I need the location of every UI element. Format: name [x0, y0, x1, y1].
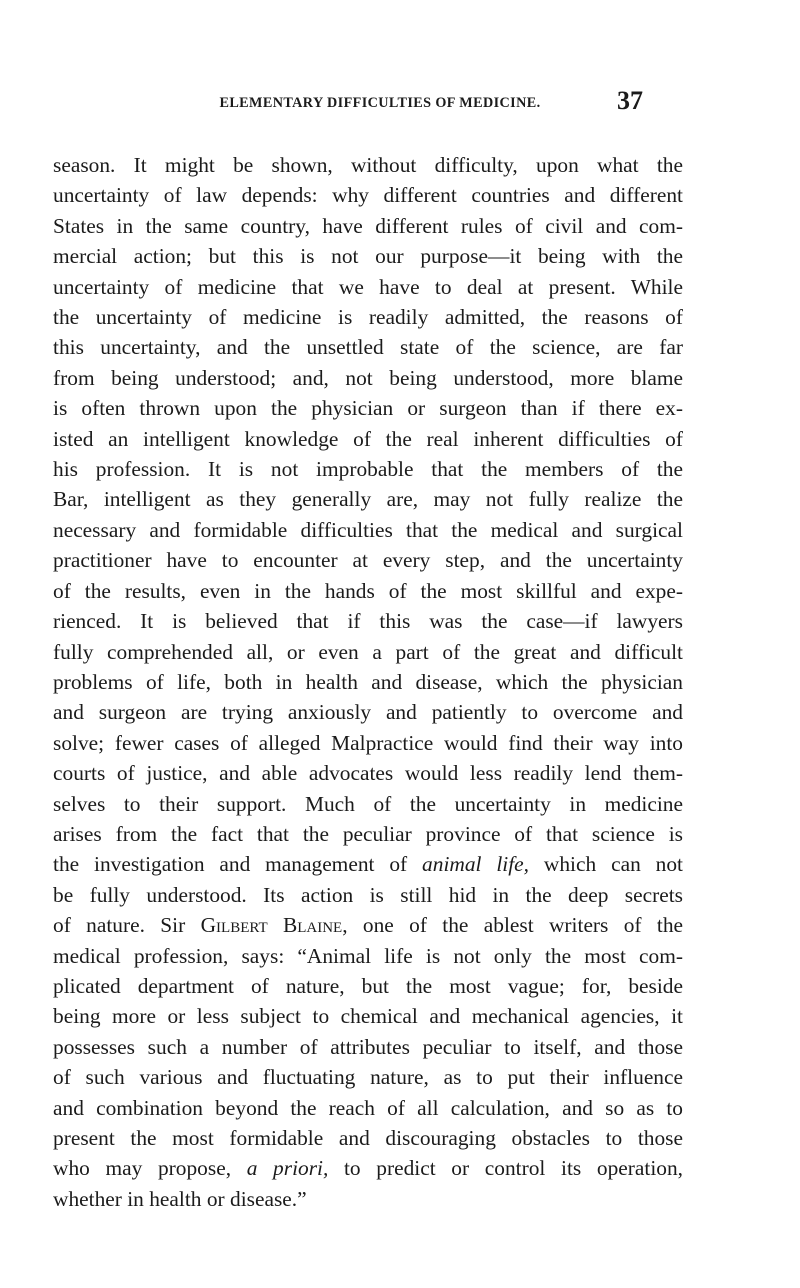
- text-line: [53, 910, 683, 940]
- text-run: whether in health or disease.”: [53, 1186, 307, 1211]
- text-line: [53, 515, 683, 545]
- italic-text: a priori,: [246, 1156, 329, 1181]
- text-run: necessary and formidable difficulties that the medical and surgical: [53, 517, 683, 542]
- text-run: and surgeon are trying anxiously and patiently to overcome and: [53, 700, 683, 725]
- text-run: of nature. Sir: [53, 913, 201, 938]
- text-line: [53, 211, 683, 241]
- text-run: solve; fewer cases of alleged Malpractice would find their way into: [53, 730, 683, 755]
- body-paragraph: [53, 150, 683, 1214]
- text-run: uncertainty of law depends: why different countries and different: [53, 183, 683, 208]
- text-line: [53, 849, 683, 879]
- text-line: [53, 1184, 683, 1214]
- text-line: [53, 545, 683, 575]
- text-line: [53, 363, 683, 393]
- text-line: [53, 1062, 683, 1092]
- text-line: [53, 697, 683, 727]
- text-run: one of the ablest writers of the: [347, 913, 683, 938]
- text-run: selves to their support. Much of the uncertainty in medicine: [53, 791, 683, 816]
- text-run: uncertainty of medicine that we have to deal at present. While: [53, 274, 683, 299]
- text-line: [53, 424, 683, 454]
- text-line: [53, 302, 683, 332]
- text-run: which can not: [529, 852, 683, 877]
- text-run: the investigation and management of: [53, 852, 423, 877]
- text-run: courts of justice, and able advocates would less readily lend them-: [53, 761, 683, 786]
- text-line: [53, 241, 683, 271]
- italic-text: animal life,: [422, 852, 530, 877]
- text-run: season. It might be shown, without difficulty, upon what the: [53, 153, 683, 177]
- text-run: of such various and fluctuating nature, as to put their influence: [53, 1065, 683, 1090]
- page-number: 37: [617, 86, 643, 115]
- text-run: present the most formidable and discouraging obstacles to those: [53, 1126, 683, 1150]
- text-run: being more or less subject to chemical and mechanical agencies, it: [53, 1004, 683, 1029]
- text-run: fully comprehended all, or even a part of the great and difficult: [53, 639, 683, 664]
- text-run: Bar, intelligent as they generally are, may not fully realize the: [53, 487, 683, 512]
- text-line: [53, 1093, 683, 1123]
- text-run: problems of life, both in health and disease, which the physician: [53, 669, 683, 694]
- text-run: medical profession, says: “Animal life is not only the most com-: [53, 943, 683, 968]
- text-line: [53, 1001, 683, 1031]
- text-line: [53, 971, 683, 1001]
- text-line: [53, 941, 683, 971]
- text-run: practitioner have to encounter at every step, and the uncertainty: [53, 548, 683, 573]
- text-run: this uncertainty, and the unsettled state of the science, are far: [53, 335, 683, 360]
- text-line: [53, 789, 683, 819]
- text-run: plicated department of nature, but the most vague; for, beside: [53, 973, 683, 998]
- text-run: rienced. It is believed that if this was the case—if lawyers: [53, 609, 683, 634]
- text-line: [53, 272, 683, 302]
- text-line: [53, 332, 683, 362]
- text-run: arises from the fact that the peculiar province of that science is: [53, 821, 683, 846]
- text-line: [53, 454, 683, 484]
- text-run: his profession. It is not improbable that the members of the: [53, 457, 683, 482]
- text-line: [53, 393, 683, 423]
- text-run: States in the same country, have different rules of civil and com-: [53, 213, 683, 238]
- running-title: ELEMENTARY DIFFICULTIES OF MEDICINE.: [219, 95, 541, 111]
- text-run: who may propose,: [53, 1156, 247, 1181]
- text-run: the uncertainty of medicine is readily admitted, the reasons of: [53, 305, 683, 330]
- small-caps-name: Gilbert Blaine,: [200, 913, 348, 938]
- text-run: is often thrown upon the physician or surgeon than if there ex-: [53, 396, 683, 421]
- text-line: [53, 880, 683, 910]
- text-line: [53, 1123, 683, 1153]
- text-line: [53, 150, 683, 180]
- text-run: isted an intelligent knowledge of the real inherent difficulties of: [53, 426, 683, 451]
- text-line: [53, 1032, 683, 1062]
- text-line: [53, 606, 683, 636]
- text-run: be fully understood. Its action is still hid in the deep secrets: [53, 882, 683, 907]
- text-line: [53, 758, 683, 788]
- text-line: [53, 180, 683, 210]
- text-run: from being understood; and, not being understood, more blame: [53, 365, 683, 390]
- text-run: possesses such a number of attributes peculiar to itself, and those: [53, 1034, 683, 1059]
- text-line: [53, 667, 683, 697]
- text-line: [53, 576, 683, 606]
- text-run: of the results, even in the hands of the most skillful and expe-: [53, 578, 683, 603]
- text-run: and combination beyond the reach of all calculation, and so as to: [53, 1095, 683, 1120]
- text-line: [53, 1153, 683, 1183]
- text-run: to predict or control its operation,: [328, 1156, 683, 1181]
- text-run: mercial action; but this is not our purpose—it being with the: [53, 244, 683, 269]
- text-line: [53, 484, 683, 514]
- text-line: [53, 637, 683, 667]
- text-line: [53, 728, 683, 758]
- text-line: [53, 819, 683, 849]
